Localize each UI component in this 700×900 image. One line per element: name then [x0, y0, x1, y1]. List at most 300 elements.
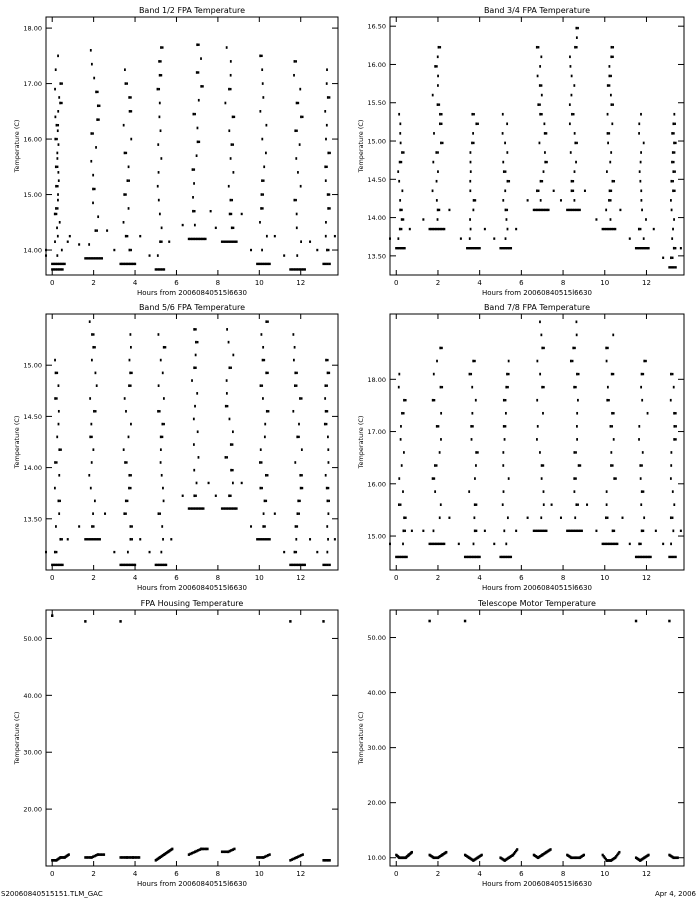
- data-point: [230, 88, 232, 90]
- data-point: [294, 346, 296, 349]
- data-point: [192, 168, 194, 171]
- data-point: [162, 538, 164, 541]
- data-point: [510, 556, 512, 558]
- data-point: [608, 65, 610, 68]
- data-point: [505, 543, 507, 546]
- data-point: [158, 171, 160, 174]
- data-point: [607, 517, 609, 519]
- data-point: [329, 564, 331, 566]
- data-point: [438, 103, 440, 105]
- data-point: [54, 88, 56, 91]
- data-point: [673, 438, 675, 441]
- data-point: [127, 551, 129, 554]
- data-point: [540, 56, 542, 59]
- data-point: [399, 161, 401, 164]
- data-point: [229, 418, 231, 421]
- data-point: [261, 55, 263, 57]
- y-tick-label: 15.00: [367, 532, 386, 541]
- data-point: [502, 132, 504, 135]
- data-point: [193, 494, 195, 497]
- y-axis-label: Temperature (C): [13, 119, 21, 173]
- data-point: [655, 530, 657, 532]
- x-tick-label: 4: [477, 279, 482, 287]
- x-tick-label: 8: [215, 574, 221, 582]
- data-point: [642, 451, 644, 454]
- data-point: [295, 157, 297, 160]
- data-point: [327, 538, 329, 541]
- data-point: [300, 116, 302, 119]
- data-point: [610, 425, 612, 428]
- data-point: [92, 448, 94, 451]
- data-point: [198, 71, 200, 73]
- data-point: [672, 180, 674, 182]
- x-tick-label: 10: [254, 574, 264, 582]
- data-point: [228, 341, 230, 344]
- y-tick-label: 40.00: [367, 689, 386, 698]
- data-point: [195, 495, 197, 497]
- data-point: [508, 180, 510, 182]
- data-point: [586, 503, 588, 505]
- data-point: [574, 199, 576, 202]
- data-point: [629, 237, 631, 239]
- data-point: [441, 123, 443, 125]
- data-point: [640, 189, 642, 192]
- data-point: [225, 456, 227, 459]
- data-point: [608, 399, 610, 401]
- data-point: [45, 254, 47, 256]
- data-point: [99, 105, 101, 107]
- data-point: [436, 425, 438, 428]
- data-point: [250, 525, 252, 527]
- data-point: [130, 138, 132, 141]
- data-point: [227, 405, 229, 407]
- data-point: [297, 102, 299, 104]
- data-point: [432, 161, 434, 164]
- data-point: [161, 241, 163, 243]
- data-point: [440, 503, 442, 506]
- data-point: [259, 461, 261, 464]
- chart-housing: [13, 599, 338, 888]
- data-point: [56, 124, 58, 127]
- y-tick-label: 20.00: [23, 805, 42, 814]
- data-point: [193, 113, 195, 116]
- data-point: [673, 412, 675, 415]
- data-point: [638, 228, 640, 231]
- data-point: [294, 60, 296, 63]
- data-point: [58, 423, 60, 426]
- data-point: [101, 257, 103, 259]
- data-point: [670, 256, 672, 259]
- data-point: [163, 500, 165, 503]
- data-point: [397, 170, 399, 173]
- data-point: [613, 412, 615, 414]
- data-point: [436, 464, 438, 466]
- data-point: [262, 346, 264, 349]
- data-point: [138, 856, 140, 859]
- data-point: [260, 448, 262, 451]
- data-point: [296, 372, 298, 374]
- data-point: [328, 249, 330, 251]
- data-point: [573, 386, 575, 389]
- data-point: [505, 386, 507, 389]
- y-tick-label: 50.00: [23, 634, 42, 643]
- data-point: [125, 82, 127, 85]
- data-point: [673, 142, 675, 145]
- data-point: [471, 412, 473, 415]
- data-point: [235, 507, 237, 509]
- data-point: [670, 266, 672, 268]
- data-point: [607, 132, 609, 135]
- data-point: [128, 436, 130, 439]
- data-point: [640, 228, 642, 230]
- data-point: [647, 247, 649, 249]
- data-point: [671, 237, 673, 240]
- data-point: [57, 55, 59, 58]
- data-point: [595, 530, 597, 532]
- data-point: [299, 500, 301, 502]
- data-point: [162, 46, 164, 48]
- data-point: [470, 425, 472, 428]
- data-point: [545, 132, 547, 134]
- data-point: [182, 495, 184, 497]
- data-point: [262, 82, 264, 85]
- data-point: [572, 360, 574, 362]
- data-point: [228, 494, 230, 497]
- data-point: [639, 180, 641, 183]
- data-point: [88, 243, 90, 246]
- data-point: [476, 503, 478, 505]
- data-point: [539, 103, 541, 105]
- data-point: [64, 263, 66, 265]
- data-point: [473, 142, 475, 144]
- data-point: [125, 193, 127, 195]
- y-tick-label: 16.00: [367, 60, 386, 69]
- chart-band56: [13, 303, 338, 592]
- data-point: [123, 124, 125, 127]
- data-point: [439, 122, 441, 125]
- data-point: [668, 556, 670, 558]
- x-tick-label: 12: [296, 574, 306, 582]
- data-point: [125, 152, 127, 154]
- data-point: [128, 166, 130, 169]
- data-point: [539, 65, 541, 68]
- data-point: [91, 461, 93, 464]
- data-point: [573, 451, 575, 454]
- data-point: [295, 60, 297, 62]
- data-point: [675, 438, 677, 440]
- data-point: [612, 103, 614, 105]
- data-point: [584, 190, 586, 192]
- data-point: [192, 196, 194, 199]
- x-tick-label: 12: [642, 279, 651, 287]
- data-point: [477, 451, 479, 453]
- data-point: [477, 123, 479, 125]
- data-point: [162, 372, 164, 375]
- data-point: [611, 373, 613, 376]
- data-point: [329, 96, 331, 98]
- data-point: [404, 530, 406, 532]
- data-point: [58, 448, 60, 451]
- x-tick-label: 2: [435, 870, 441, 878]
- data-point: [670, 451, 672, 454]
- data-point: [503, 425, 505, 428]
- data-point: [547, 209, 549, 211]
- data-point: [261, 461, 263, 463]
- data-point: [672, 122, 674, 125]
- data-point: [322, 620, 324, 623]
- data-point: [233, 116, 235, 118]
- data-point: [300, 185, 302, 188]
- data-point: [56, 138, 58, 140]
- data-point: [612, 180, 614, 183]
- data-point: [298, 436, 300, 438]
- data-point: [508, 477, 510, 480]
- data-point: [434, 490, 436, 493]
- data-point: [403, 451, 405, 454]
- data-point: [469, 189, 471, 192]
- data-point: [536, 399, 538, 402]
- data-point: [55, 68, 57, 71]
- data-point: [195, 354, 197, 357]
- data-point: [202, 507, 204, 509]
- data-point: [68, 853, 70, 856]
- data-point: [304, 268, 306, 270]
- data-point: [433, 477, 435, 479]
- data-point: [326, 82, 328, 85]
- data-point: [57, 124, 59, 126]
- data-point: [90, 487, 92, 490]
- x-axis-label: Hours from 20060840515l6630: [482, 289, 592, 297]
- data-point: [262, 96, 264, 99]
- data-point: [128, 384, 130, 387]
- data-point: [96, 384, 98, 387]
- data-point: [670, 516, 672, 519]
- data-point: [475, 399, 477, 402]
- x-axis-label: Hours from 20060840515l6630: [137, 880, 247, 888]
- data-point: [232, 443, 234, 445]
- data-point: [171, 848, 173, 851]
- x-tick-label: 2: [91, 870, 96, 878]
- data-point: [473, 543, 475, 546]
- y-tick-label: 20.00: [367, 799, 386, 808]
- data-point: [59, 82, 61, 85]
- data-point: [67, 538, 69, 540]
- data-point: [674, 123, 676, 125]
- data-point: [129, 333, 131, 336]
- data-point: [266, 235, 268, 238]
- data-point: [89, 320, 91, 323]
- data-point: [193, 443, 195, 446]
- data-point: [197, 127, 199, 130]
- data-point: [437, 209, 439, 212]
- data-point: [261, 487, 263, 489]
- data-point: [327, 448, 329, 451]
- data-point: [576, 373, 578, 376]
- data-point: [674, 190, 676, 192]
- data-point: [230, 60, 232, 63]
- data-point: [228, 88, 230, 91]
- data-point: [131, 538, 133, 540]
- data-point: [57, 171, 59, 174]
- data-point: [161, 474, 163, 477]
- data-point: [640, 543, 642, 545]
- data-point: [149, 254, 151, 256]
- data-point: [197, 341, 199, 343]
- y-tick-label: 13.50: [367, 252, 386, 261]
- y-tick-label: 14.00: [23, 464, 42, 473]
- data-point: [96, 229, 98, 231]
- chart-title: Band 1/2 FPA Temperature: [138, 6, 246, 15]
- x-tick-label: 12: [642, 870, 651, 878]
- data-point: [263, 179, 265, 181]
- data-point: [434, 464, 436, 467]
- data-point: [164, 346, 166, 348]
- data-point: [129, 110, 131, 113]
- data-point: [294, 372, 296, 375]
- x-tick-label: 2: [91, 279, 96, 287]
- data-point: [539, 451, 541, 454]
- data-point: [642, 530, 644, 532]
- data-point: [673, 113, 675, 116]
- data-point: [324, 564, 326, 566]
- x-tick-label: 8: [215, 870, 221, 878]
- data-point: [675, 247, 677, 249]
- data-point: [645, 218, 647, 221]
- data-point: [672, 517, 674, 519]
- data-point: [527, 199, 529, 201]
- data-point: [56, 551, 58, 553]
- data-point: [400, 425, 402, 428]
- data-point: [299, 397, 301, 400]
- data-point: [635, 620, 637, 623]
- data-point: [58, 500, 60, 503]
- data-point: [437, 84, 439, 87]
- data-point: [326, 68, 328, 71]
- data-point: [549, 848, 551, 851]
- data-point: [56, 436, 58, 439]
- data-point: [56, 254, 58, 257]
- data-point: [124, 68, 126, 71]
- data-point: [130, 249, 132, 251]
- data-point: [433, 530, 435, 533]
- data-points: [395, 620, 679, 862]
- data-point: [570, 151, 572, 154]
- data-point: [194, 224, 196, 227]
- data-point: [157, 88, 159, 91]
- data-point: [673, 503, 675, 506]
- data-point: [505, 209, 507, 212]
- data-point: [611, 122, 613, 125]
- data-point: [98, 118, 100, 120]
- data-point: [411, 530, 413, 532]
- data-point: [572, 180, 574, 182]
- data-point: [226, 392, 228, 395]
- data-point: [264, 423, 266, 426]
- data-point: [673, 132, 675, 134]
- data-point: [296, 227, 298, 230]
- data-point: [232, 354, 234, 357]
- data-point: [139, 235, 141, 237]
- data-point: [194, 113, 196, 115]
- data-point: [543, 122, 545, 125]
- data-point: [235, 241, 237, 243]
- data-point: [608, 75, 610, 78]
- data-point: [95, 229, 97, 232]
- data-point: [309, 538, 311, 540]
- data-point: [443, 543, 445, 545]
- data-point: [575, 503, 577, 506]
- data-point: [267, 320, 269, 322]
- data-point: [327, 263, 329, 265]
- data-point: [326, 423, 328, 425]
- data-point: [130, 423, 132, 426]
- data-point: [192, 210, 194, 213]
- data-point: [269, 263, 271, 265]
- data-point: [571, 113, 573, 116]
- data-point: [301, 474, 303, 476]
- x-axis-label: Hours from 20060840515l6630: [137, 289, 247, 297]
- data-point: [571, 189, 573, 192]
- data-point: [440, 412, 442, 415]
- data-point: [265, 320, 267, 323]
- data-point: [326, 487, 328, 490]
- data-point: [613, 530, 615, 532]
- data-point: [677, 856, 679, 859]
- y-tick-label: 14.00: [23, 246, 42, 255]
- y-tick-label: 16.50: [367, 22, 386, 31]
- data-point: [327, 372, 329, 375]
- data-point: [441, 113, 443, 115]
- data-point: [595, 218, 597, 220]
- data-point: [502, 199, 504, 202]
- data-point: [570, 65, 572, 68]
- data-point: [241, 482, 243, 484]
- data-point: [403, 247, 405, 249]
- data-point: [54, 487, 56, 490]
- data-point: [543, 170, 545, 173]
- data-point: [574, 170, 576, 173]
- data-point: [610, 151, 612, 154]
- data-point: [262, 207, 264, 209]
- data-point: [56, 372, 58, 374]
- data-point: [160, 74, 162, 76]
- data-point: [611, 103, 613, 106]
- data-point: [612, 46, 614, 48]
- data-point: [675, 266, 677, 268]
- data-point: [399, 122, 401, 125]
- data-point: [437, 56, 439, 59]
- data-point: [560, 199, 562, 201]
- data-point: [536, 360, 538, 363]
- data-point: [441, 347, 443, 349]
- data-point: [128, 474, 130, 477]
- data-point: [324, 166, 326, 169]
- data-point: [422, 218, 424, 220]
- data-point: [643, 516, 645, 519]
- data-point: [231, 199, 233, 201]
- data-point: [671, 132, 673, 135]
- data-point: [581, 530, 583, 532]
- data-point: [296, 525, 298, 527]
- x-tick-label: 8: [560, 574, 566, 582]
- data-point: [436, 65, 438, 67]
- data-point: [55, 372, 57, 375]
- data-point: [232, 482, 234, 485]
- data-point: [621, 517, 623, 519]
- data-point: [474, 503, 476, 506]
- data-point: [125, 235, 127, 238]
- data-point: [476, 530, 478, 532]
